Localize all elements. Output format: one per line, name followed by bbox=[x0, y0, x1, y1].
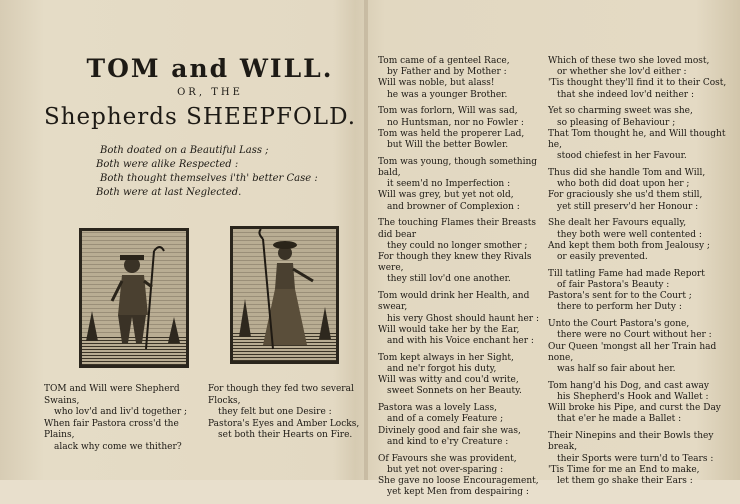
intro-line: Both thought themselves i'th' better Case : bbox=[100, 173, 318, 184]
verse-line: they could no longer smother ; bbox=[387, 240, 528, 251]
verse-line: set both their Hearts on Fire. bbox=[218, 430, 353, 440]
verse-line: who lov'd and liv'd together ; bbox=[54, 407, 188, 417]
stanza bbox=[378, 157, 548, 213]
verse-line: For though they fed two several Flocks, bbox=[208, 384, 354, 406]
intro-line: Both were alike Respected : bbox=[96, 159, 239, 170]
stanza bbox=[378, 291, 548, 347]
verse-line: Tom would drink her Health, and swear, bbox=[378, 291, 530, 313]
verse-line: or whether she lov'd either : bbox=[557, 67, 687, 78]
verse-line: Pastora was a lovely Lass, bbox=[378, 403, 497, 414]
verse-line: there to perform her Duty : bbox=[557, 302, 682, 313]
verse-line: but yet not over-sparing : bbox=[387, 464, 504, 475]
intro-line: Both doated on a Beautiful Lass ; bbox=[100, 145, 269, 156]
verse-line: She gave no loose Encouragement, bbox=[378, 476, 539, 487]
verse-line: TOM and Will were Shepherd Swains, bbox=[44, 384, 180, 406]
verse-line: Pastora's Eyes and Amber Locks, bbox=[208, 418, 360, 429]
stanza bbox=[378, 106, 548, 151]
stanza bbox=[378, 403, 548, 448]
verse-line: Will was grey, but yet not old, bbox=[378, 190, 514, 201]
verse-line: Tom kept always in her Sight, bbox=[378, 352, 514, 363]
verse-line: so pleasing of Behaviour ; bbox=[557, 117, 676, 128]
verse-line: Tom came of a genteel Race, bbox=[378, 56, 510, 66]
verse-line: there were no Court without her : bbox=[557, 330, 712, 341]
stanza bbox=[378, 218, 548, 285]
verse-line: yet kept Men from despairing : bbox=[387, 487, 529, 498]
verse-line: they both were well contented : bbox=[557, 229, 702, 240]
verse-line: and with his Voice enchant her : bbox=[387, 336, 534, 347]
ballad-column-1 bbox=[378, 56, 548, 504]
verse-line: The touching Flames their Breasts did bear bbox=[378, 218, 537, 240]
shepherdess-woodcut bbox=[230, 226, 339, 364]
verse-line: alack why come we thither? bbox=[54, 441, 182, 452]
verse-line: his Shepherd's Hook and Wallet : bbox=[557, 392, 709, 403]
verse-line: Which of these two she loved most, bbox=[548, 56, 710, 66]
verse-line: and kind to e'ry Creature : bbox=[387, 436, 509, 447]
verse-line: Divinely good and fair she was, bbox=[378, 425, 521, 436]
verse-line: And kept them both from Jealousy ; bbox=[548, 240, 710, 251]
opening-verse-left bbox=[44, 384, 194, 453]
ballad-column-2 bbox=[548, 56, 738, 493]
verse-line: Tom was forlorn, Will was sad, bbox=[378, 106, 518, 117]
verse-line: their Sports were turn'd to Tears : bbox=[557, 453, 714, 464]
verse-line: he was a younger Brother. bbox=[387, 89, 508, 100]
verse-line: who both did doat upon her ; bbox=[557, 179, 690, 190]
stanza bbox=[548, 431, 738, 487]
verse-line: Our Queen 'mongst all her Train had none, bbox=[548, 341, 717, 363]
verse-line: sweet Sonnets on her Beauty. bbox=[387, 386, 522, 397]
verse-line: Thus did she handle Tom and Will, bbox=[548, 168, 706, 179]
verse-line: let them go shake their Ears : bbox=[557, 476, 693, 487]
title-sub: Shepherds SHEEPFOLD. bbox=[43, 104, 357, 130]
shepherd-woodcut bbox=[79, 228, 189, 368]
verse-line: Will would take her by the Ear, bbox=[378, 324, 520, 335]
verse-line: When fair Pastora cross'd the Plains, bbox=[44, 418, 179, 440]
verse-line: Yet so charming sweet was she, bbox=[548, 106, 693, 117]
verse-line: and ne'r forgot his duty, bbox=[387, 364, 497, 375]
title-or: OR, THE bbox=[177, 87, 243, 98]
verse-line: For graciously she us'd them still, bbox=[548, 190, 703, 201]
verse-line: Their Ninepins and their Bowls they break, bbox=[548, 431, 714, 453]
shepherdess-figure-icon bbox=[233, 229, 336, 361]
verse-line: Unto the Court Pastora's gone, bbox=[548, 319, 690, 330]
verse-line: Tom was young, though something bald, bbox=[378, 156, 538, 179]
verse-line: and of a comely Feature ; bbox=[387, 414, 504, 425]
verse-line: his very Ghost should haunt her : bbox=[387, 313, 539, 324]
verse-line: 'Tis Time for me an End to make, bbox=[548, 464, 700, 475]
verse-line: She dealt her Favours equally, bbox=[548, 218, 687, 229]
verse-line: That Tom thought he, and Will thought he, bbox=[548, 128, 726, 151]
verse-line: Tom was held the properer Lad, bbox=[378, 128, 525, 139]
verse-line: Tom hang'd his Dog, and cast away bbox=[548, 380, 710, 391]
verse-line: Will broke his Pipe, and curst the Day bbox=[548, 403, 721, 414]
verse-line: For though they knew they Rivals were, bbox=[378, 252, 532, 274]
opening-verse-right bbox=[208, 384, 368, 442]
title-main: TOM and WILL. bbox=[86, 54, 334, 83]
verse-line: but Will the better Bowler. bbox=[387, 140, 509, 151]
stanza bbox=[378, 56, 548, 101]
verse-line: they felt but one Desire : bbox=[218, 407, 332, 417]
stanza bbox=[548, 106, 738, 162]
verse-line: that she indeed lov'd neither : bbox=[557, 89, 694, 100]
verse-line: Pastora's sent for to the Court ; bbox=[548, 291, 692, 302]
stanza bbox=[378, 454, 548, 499]
stanza bbox=[548, 168, 738, 213]
verse-line: they still lov'd one another. bbox=[387, 274, 511, 285]
verse-line: stood chiefest in her Favour. bbox=[557, 151, 687, 162]
verse-line: was half so fair about her. bbox=[557, 364, 676, 375]
verse-line: Will was noble, but alass! bbox=[378, 78, 495, 89]
verse-line: 'Tis thought they'll find it to their Cost, bbox=[548, 78, 727, 89]
stanza bbox=[378, 353, 548, 398]
verse-line: by Father and by Mother : bbox=[387, 67, 507, 78]
intro-line: Both were at last Neglected. bbox=[96, 187, 242, 198]
stanza bbox=[548, 381, 738, 426]
stanza bbox=[548, 56, 738, 101]
verse-line: no Huntsman, nor no Fowler : bbox=[387, 117, 524, 128]
shepherd-figure-icon bbox=[82, 231, 186, 365]
verse-line: Of Favours she was provident, bbox=[378, 453, 517, 464]
verse-line: of fair Pastora's Beauty : bbox=[557, 280, 670, 291]
verse-line: Will was witty and cou'd write, bbox=[378, 375, 519, 386]
stanza bbox=[548, 218, 738, 263]
verse-line: that e'er he made a Ballet : bbox=[557, 414, 682, 425]
stanza bbox=[548, 269, 738, 314]
verse-line: and browner of Complexion : bbox=[387, 201, 520, 212]
intro-verse bbox=[96, 144, 336, 200]
verse-line: or easily prevented. bbox=[557, 252, 648, 263]
verse-line: it seem'd no Imperfection : bbox=[387, 179, 511, 190]
verse-line: yet still preserv'd her Honour : bbox=[557, 201, 699, 212]
verse-line: Till tatling Fame had made Report bbox=[548, 268, 705, 279]
stanza bbox=[548, 319, 738, 375]
